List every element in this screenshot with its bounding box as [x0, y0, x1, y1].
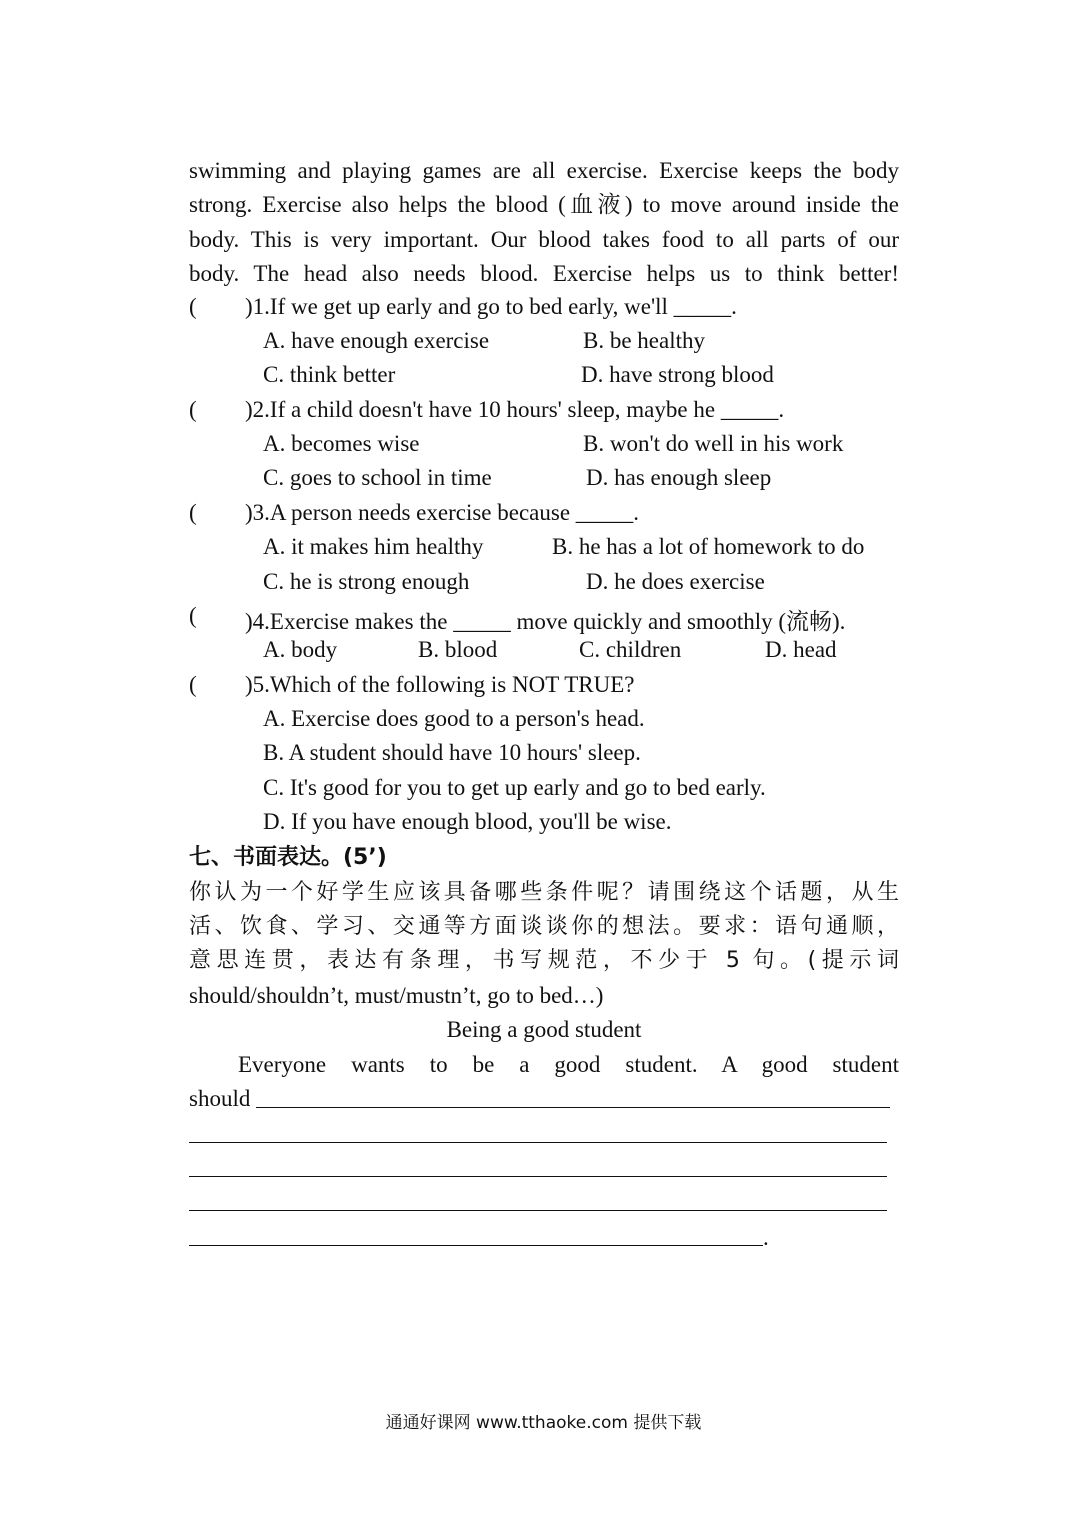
q2-option-d: D. has enough sleep [586, 465, 772, 490]
essay-start-line-2: should [189, 1086, 251, 1111]
question-5: )5.Which of the following is NOT TRUE? [245, 672, 635, 697]
answer-paren-2[interactable]: ( [189, 397, 197, 422]
q2-option-c: C. goes to school in time [263, 465, 492, 490]
q1-option-a: A. have enough exercise [263, 328, 490, 353]
q5-option-c: C. It's good for you to get up early and go to bed early. [263, 775, 766, 800]
q5-option-a: A. Exercise does good to a person's head. [263, 706, 645, 731]
q5-option-b: B. A student should have 10 hours' sleep. [263, 740, 641, 765]
answer-paren-3[interactable]: ( [189, 500, 197, 525]
q5-option-d: D. If you have enough blood, you'll be wise. [263, 809, 672, 834]
q1-option-d: D. have strong blood [581, 362, 774, 387]
essay-title: Being a good student [446, 1017, 642, 1042]
q2-option-a: A. becomes wise [263, 431, 420, 456]
instruction-line-2: 活、饮食、学习、交通等方面谈谈你的想法。要求：语句通顺， [189, 914, 899, 939]
instruction-line-4: should/shouldn’t, must/mustn’t, go to bed…) [189, 983, 604, 1008]
q3-option-b: B. he has a lot of homework to do [552, 534, 865, 559]
q1-option-b: B. be healthy [583, 328, 705, 353]
q2-option-b: B. won't do well in his work [583, 431, 844, 456]
passage-line-2: strong. Exercise also helps the blood (血液) to move around inside the [189, 192, 899, 217]
answer-paren-4[interactable]: ( [189, 603, 197, 628]
essay-end-period: . [763, 1225, 769, 1250]
passage-line-3: body. This is very important. Our blood takes food to all parts of our [189, 227, 899, 252]
q4-option-c: C. children [579, 637, 682, 662]
writing-line-5[interactable] [189, 1245, 763, 1246]
q3-option-a: A. it makes him healthy [263, 534, 484, 559]
instruction-line-1: 你认为一个好学生应该具备哪些条件呢？请围绕这个话题，从生 [189, 880, 899, 905]
question-1: )1.If we get up early and go to bed early, we'll _____. [245, 294, 737, 319]
writing-line-2[interactable] [189, 1142, 887, 1143]
q3-option-d: D. he does exercise [586, 569, 765, 594]
q4-option-a: A. body [263, 637, 338, 662]
question-2: )2.If a child doesn't have 10 hours' sleep, maybe he _____. [245, 397, 785, 422]
writing-line-1[interactable] [256, 1107, 890, 1108]
passage-line-4: body. The head also needs blood. Exercise helps us to think better! [189, 261, 899, 286]
answer-paren-1[interactable]: ( [189, 294, 197, 319]
question-4: )4.Exercise makes the _____ move quickly and smoothly (流畅). [245, 609, 846, 634]
q4-option-d: D. head [765, 637, 837, 662]
q4-option-b: B. blood [418, 637, 498, 662]
q1-option-c: C. think better [263, 362, 396, 387]
section-7-heading: 七、书面表达。(5’) [189, 845, 387, 870]
passage-line-1: swimming and playing games are all exercise. Exercise keeps the body [189, 158, 899, 183]
writing-line-4[interactable] [189, 1210, 887, 1211]
essay-start-line-1: Everyone wants to be a good student. A good student [238, 1052, 899, 1077]
instruction-line-3: 意思连贯，表达有条理，书写规范，不少于 5 句。(提示词 [189, 948, 899, 973]
writing-line-3[interactable] [189, 1176, 887, 1177]
question-3: )3.A person needs exercise because _____. [245, 500, 640, 525]
footer-credit: 通通好课网 www.tthaoke.com 提供下载 [385, 1413, 702, 1433]
answer-paren-5[interactable]: ( [189, 672, 197, 697]
q3-option-c: C. he is strong enough [263, 569, 470, 594]
